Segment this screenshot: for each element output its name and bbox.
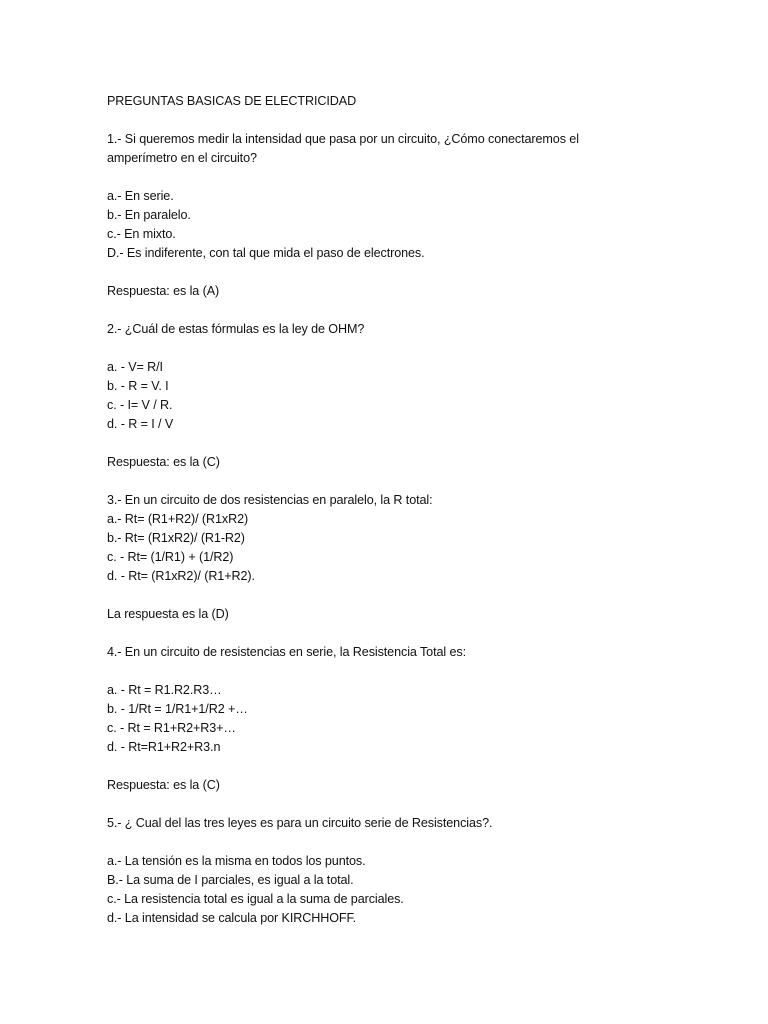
paragraph-gap: [107, 833, 708, 852]
text-line: 4.- En un circuito de resistencias en serie, la Resistencia Total es:: [107, 645, 466, 659]
text-line: Respuesta: es la (C): [107, 778, 220, 792]
spacer: [107, 111, 708, 130]
text-line: 2.- ¿Cuál de estas fórmulas es la ley de OHM?: [107, 322, 365, 336]
text-line: d. - Rt= (R1xR2)/ (R1+R2).: [107, 569, 255, 583]
text-line: Respuesta: es la (C): [107, 455, 220, 469]
text-line: Respuesta: es la (A): [107, 284, 220, 298]
text-line: a.- La tensión es la misma en todos los puntos.: [107, 854, 366, 868]
paragraph-gap: [107, 757, 708, 776]
text-line: c. - I= V / R.: [107, 398, 173, 412]
text-line: c.- La resistencia total es igual a la suma de parciales.: [107, 892, 404, 906]
paragraph-gap: [107, 339, 708, 358]
text-line: La respuesta es la (D): [107, 607, 229, 621]
text-line: c.- En mixto.: [107, 227, 176, 241]
paragraph-gap: [107, 624, 708, 643]
paragraph-gap: [107, 586, 708, 605]
paragraph-gap: [107, 662, 708, 681]
text-line: 1.- Si queremos medir la intensidad que pasa por un circuito, ¿Cómo conectaremos el: [107, 132, 579, 146]
document-title: PREGUNTAS BASICAS DE ELECTRICIDAD: [107, 94, 357, 108]
text-line: a. - Rt = R1.R2.R3…: [107, 683, 222, 697]
paragraph-gap: [107, 263, 708, 282]
paragraph-gap: [107, 301, 708, 320]
text-line: D.- Es indiferente, con tal que mida el paso de electrones.: [107, 246, 425, 260]
text-line: b.- Rt= (R1xR2)/ (R1-R2): [107, 531, 245, 545]
paragraph-gap: [107, 168, 708, 187]
text-line: a.- Rt= (R1+R2)/ (R1xR2): [107, 512, 249, 526]
text-line: d.- La intensidad se calcula por KIRCHHOFF.: [107, 911, 357, 925]
paragraph-gap: [107, 434, 708, 453]
text-line: b.- En paralelo.: [107, 208, 191, 222]
text-line: b. - R = V. I: [107, 379, 169, 393]
paragraph-gap: [107, 795, 708, 814]
text-line: a.- En serie.: [107, 189, 174, 203]
text-line: c. - Rt = R1+R2+R3+…: [107, 721, 236, 735]
text-line: 3.- En un circuito de dos resistencias en paralelo, la R total:: [107, 493, 433, 507]
paragraph-gap: [107, 472, 708, 491]
text-line: 5.- ¿ Cual del las tres leyes es para un circuito serie de Resistencias?.: [107, 816, 493, 830]
text-line: a. - V= R/I: [107, 360, 163, 374]
text-line: c. - Rt= (1/R1) + (1/R2): [107, 550, 234, 564]
text-line: b. - 1/Rt = 1/R1+1/R2 +…: [107, 702, 248, 716]
document-body: [107, 130, 708, 928]
text-line: B.- La suma de I parciales, es igual a la total.: [107, 873, 354, 887]
text-line: amperímetro en el circuito?: [107, 151, 257, 165]
text-line: d. - Rt=R1+R2+R3.n: [107, 740, 221, 754]
text-line: d. - R = I / V: [107, 417, 174, 431]
